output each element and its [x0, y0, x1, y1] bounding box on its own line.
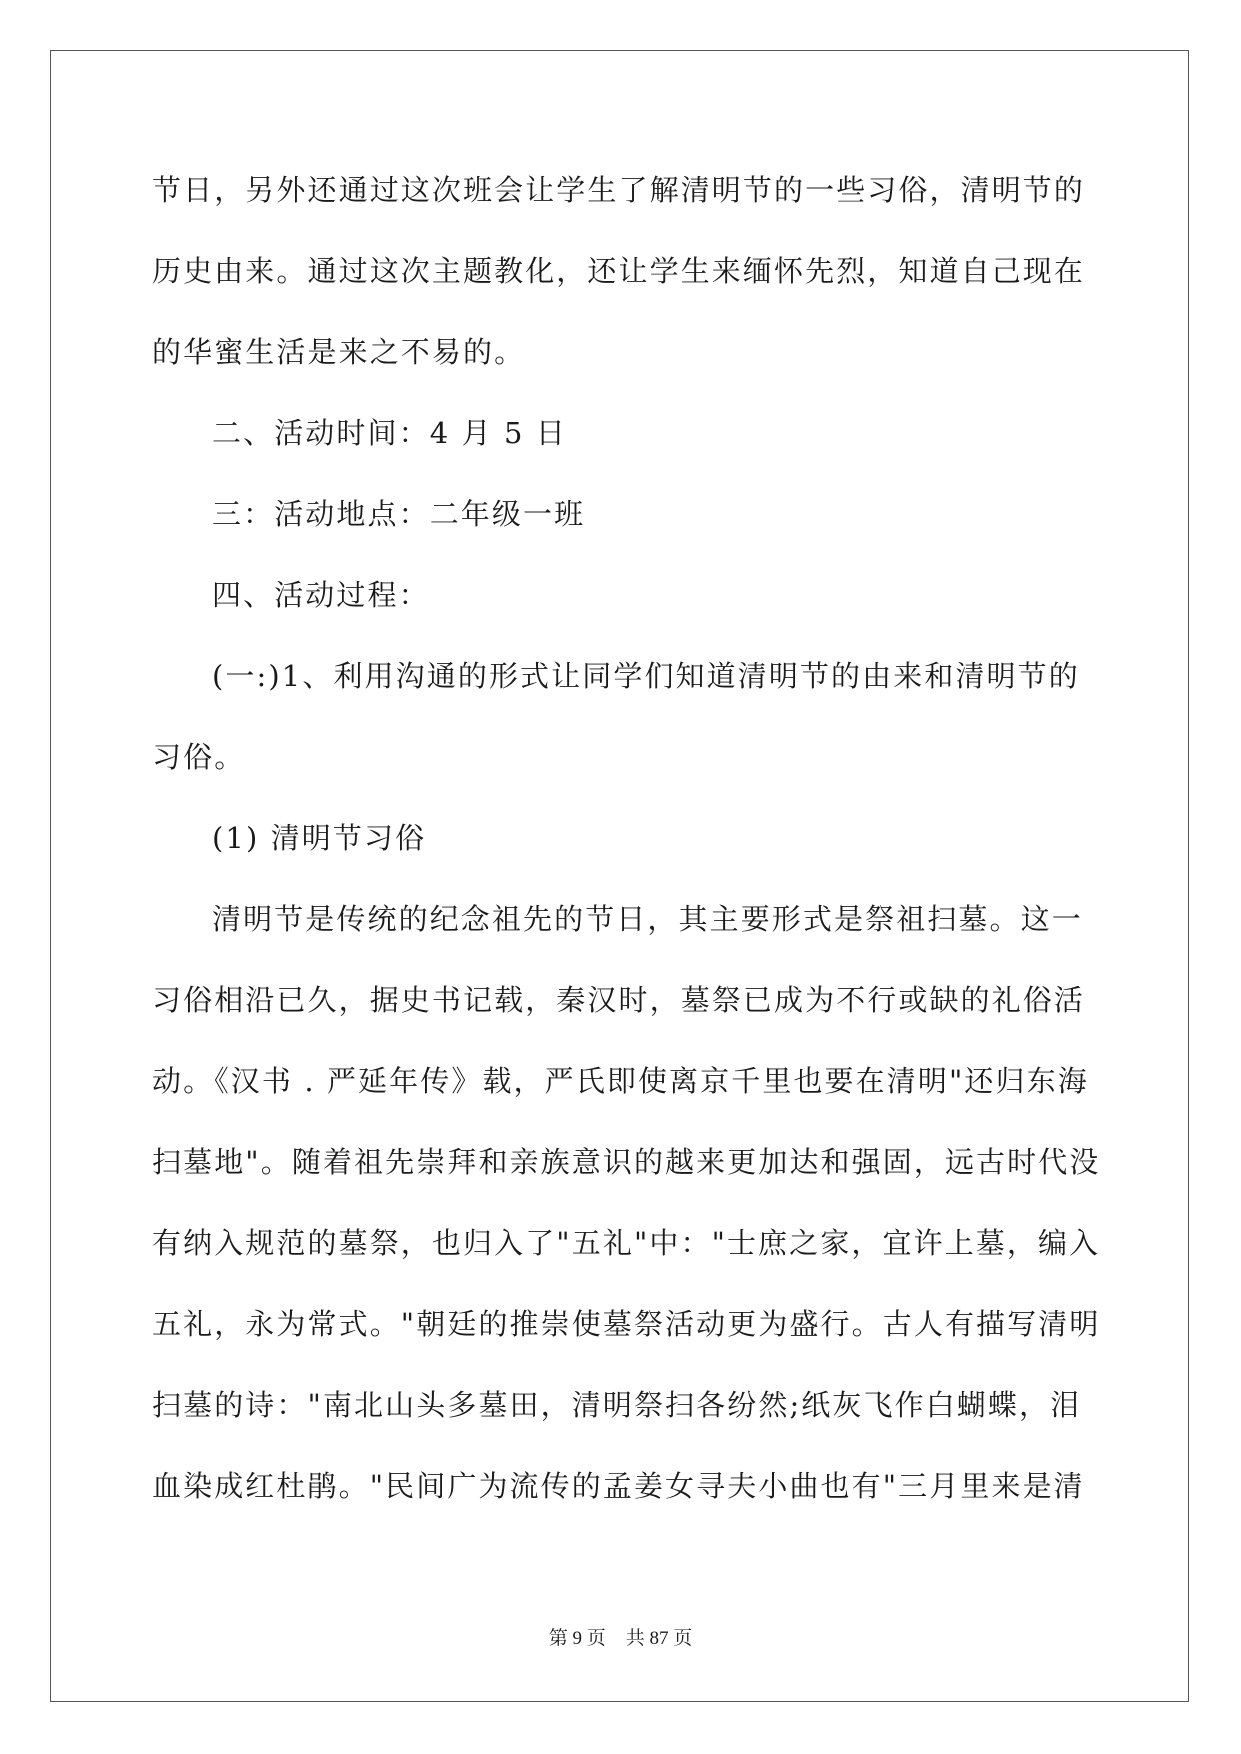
subsection-heading-customs: (1) 清明节习俗 — [212, 821, 427, 855]
text-line: 扫墓地"。随着祖先崇拜和亲族意识的越来更加达和强固，远古时代没 — [152, 1145, 1101, 1179]
section-heading-process: 四、活动过程： — [212, 578, 430, 612]
text-line: 的华蜜生活是来之不易的。 — [152, 335, 526, 369]
page-footer — [0, 1623, 1241, 1650]
section-heading-time: 二、活动时间：4 月 5 日 — [212, 416, 567, 450]
document-body — [152, 162, 1101, 1539]
text-line: 节日，另外还通过这次班会让学生了解清明节的一些习俗，清明节的 — [152, 173, 1086, 207]
text-line: 习俗相沿已久，据史书记载，秦汉时，墓祭已成为不行或缺的礼俗活 — [152, 983, 1086, 1017]
text-line: 有纳入规范的墓祭，也归入了"五礼"中："士庶之家，宜许上墓，编入 — [152, 1226, 1101, 1260]
section-heading-location: 三：活动地点：二年级一班 — [212, 497, 586, 531]
text-line: 五礼，永为常式。"朝廷的推崇使墓祭活动更为盛行。古人有描写清明 — [152, 1307, 1101, 1341]
page-number: 第 9 页 — [548, 1628, 606, 1649]
text-line: 血染成红杜鹃。"民间广为流传的孟姜女寻夫小曲也有"三月里来是清 — [152, 1469, 1085, 1503]
text-line: 习俗。 — [152, 740, 246, 774]
text-line: (一:)1、利用沟通的形式让同学们知道清明节的由来和清明节的 — [212, 659, 1080, 693]
text-line: 扫墓的诗："南北山头多墓田，清明祭扫各纷然;纸灰飞作白蝴蝶，泪 — [152, 1388, 1082, 1422]
text-line: 动。《汉书 . 严延年传》载，严氏即使离京千里也要在清明"还归东海 — [152, 1064, 1089, 1098]
text-line: 清明节是传统的纪念祖先的节日，其主要形式是祭祖扫墓。这一 — [212, 902, 1083, 936]
page-total: 共 87 页 — [625, 1628, 693, 1649]
text-line: 历史由来。通过这次主题教化，还让学生来缅怀先烈，知道自己现在 — [152, 254, 1086, 288]
